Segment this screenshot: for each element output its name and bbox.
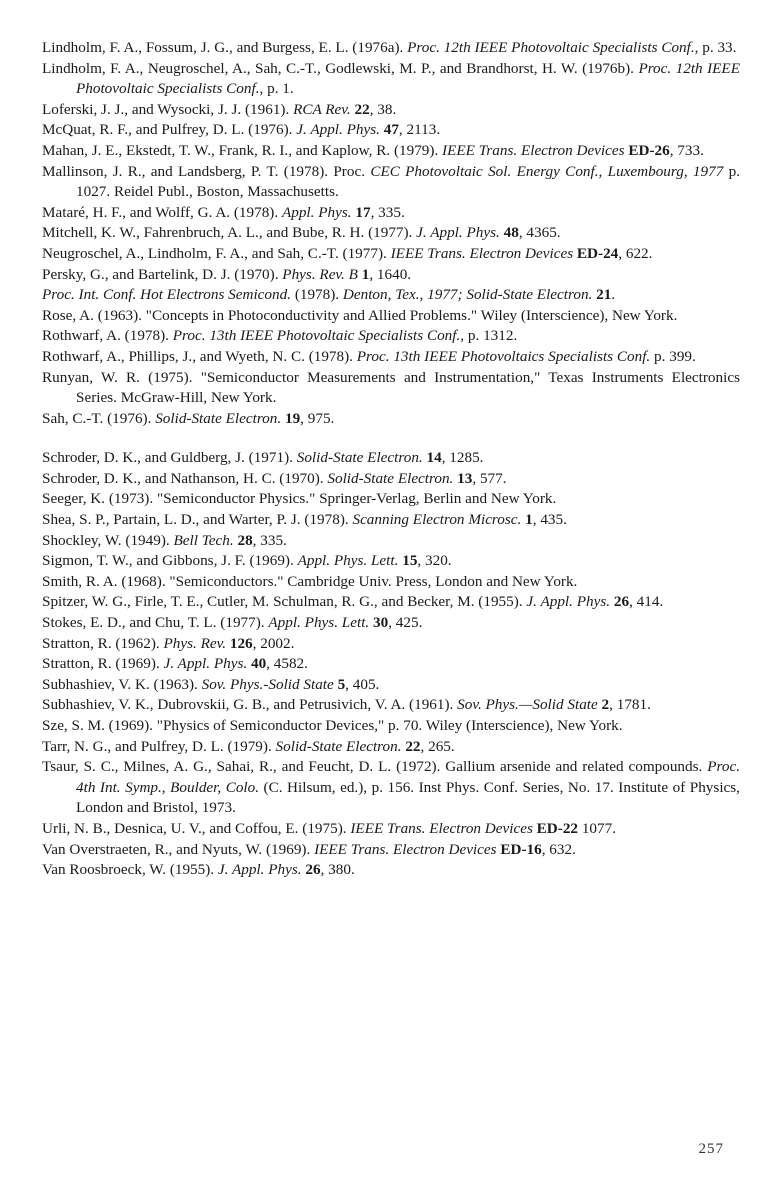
reference-text: , 335. [370, 203, 405, 221]
reference-text: , 38. [369, 100, 397, 118]
reference-text: Persky, G., and Bartelink, D. J. (1970). [42, 265, 283, 283]
section-gap [42, 429, 740, 448]
journal-title: Proc. 13th IEEE Photovoltaics Specialists Conf. [356, 347, 651, 365]
reference-entry [42, 757, 740, 819]
reference-entry [42, 737, 740, 758]
volume-number: 19 [284, 409, 301, 427]
volume-number: 14 [426, 449, 442, 467]
reference-text: Mahan, J. E., Ekstedt, T. W., Frank, R. I., and Kaplow, R. (1979). [42, 141, 443, 159]
journal-title: Appl. Phys. Lett. [268, 614, 370, 632]
reference-text: , 975. [300, 409, 335, 427]
reference-entry [42, 469, 740, 490]
reference-entry [42, 613, 740, 634]
volume-number: 13 [457, 469, 473, 487]
reference-text: Mitchell, K. W., Fahrenbruch, A. L., and Bube, R. H. (1977). [42, 224, 417, 242]
reference-text: , 632. [541, 840, 576, 858]
journal-title: Solid-State Electron. [275, 737, 402, 755]
volume-number: 48 [503, 224, 519, 242]
journal-title: Sov. Phys.-Solid State [201, 675, 334, 693]
journal-title: Appl. Phys. [281, 203, 352, 221]
reference-entry [42, 347, 740, 368]
reference-entry [42, 141, 740, 162]
reference-text: Sah, C.-T. (1976). [42, 409, 156, 427]
volume-number: 26 [613, 593, 630, 611]
journal-title: RCA Rev. [293, 100, 351, 118]
reference-text: Seeger, K. (1973). "Semiconductor Physics." Springer-Verlag, Berlin and New York. [42, 490, 557, 508]
reference-entry [42, 531, 740, 552]
reference-entry [42, 695, 740, 716]
volume-number: ED-22 [536, 819, 579, 837]
volume-number: 2 [601, 696, 610, 714]
reference-text: Spitzer, W. G., Firle, T. E., Cutler, M. Schulman, R. G., and Becker, M. (1955). [42, 593, 527, 611]
journal-title: Appl. Phys. Lett. [297, 552, 399, 570]
journal-title: Proc. 12th IEEE Photovoltaic Specialists Conf. [76, 59, 740, 98]
reference-entry [42, 223, 740, 244]
volume-number: 47 [383, 121, 399, 139]
reference-text: , 577. [472, 469, 507, 487]
reference-text: Schroder, D. K., and Nathanson, H. C. (1970). [42, 469, 328, 487]
volume-number: 40 [250, 655, 267, 673]
reference-entry [42, 162, 740, 203]
reference-text: Lindholm, F. A., Fossum, J. G., and Burgess, E. L. (1976a). [42, 39, 408, 56]
reference-text: , 4365. [518, 224, 561, 242]
reference-text: Mallinson, J. R., and Landsberg, P. T. (1978). Proc. [42, 162, 371, 180]
journal-title: IEEE Trans. Electron Devices [314, 840, 497, 858]
reference-text: , 265. [420, 737, 455, 755]
reference-text: Lindholm, F. A., Neugroschel, A., Sah, C.-T., Godlewski, M. P., and Brandhorst, H. W. (1976b). [42, 59, 639, 77]
reference-text: , 435. [532, 511, 567, 529]
journal-title: Phys. Rev. [163, 634, 227, 652]
reference-text: Subhashiev, V. K. (1963). [42, 675, 202, 693]
reference-text: 1077. [578, 819, 616, 837]
volume-number: 5 [337, 675, 346, 693]
volume-number: 17 [355, 203, 371, 221]
reference-text: Neugroschel, A., Lindholm, F. A., and Sah, C.-T. (1977). [42, 244, 391, 262]
journal-title: Proc. Int. Conf. Hot Electrons Semicond. [42, 286, 292, 304]
reference-entry [42, 285, 740, 306]
reference-entry [42, 592, 740, 613]
reference-entry [42, 326, 740, 347]
reference-text: , 414. [629, 593, 664, 611]
journal-title: J. Appl. Phys. [416, 224, 500, 242]
reference-text: McQuat, R. F., and Pulfrey, D. L. (1976). [42, 121, 297, 139]
reference-text: Rothwarf, A., Phillips, J., and Wyeth, N. C. (1978). [42, 347, 357, 365]
volume-number: 22 [354, 100, 370, 118]
reference-text: , 2002. [252, 634, 295, 652]
reference-text: , p. 1. [259, 80, 294, 98]
volume-number: 21 [596, 286, 612, 304]
reference-text: Subhashiev, V. K., Dubrovskii, G. B., and Petrusivich, V. A. (1961). [42, 696, 458, 714]
volume-number: 1 [525, 511, 533, 529]
volume-number: ED-26 [628, 141, 670, 159]
reference-text: Mataré, H. F., and Wolff, G. A. (1978). [42, 203, 282, 221]
reference-text: Shea, S. P., Partain, L. D., and Warter, P. J. (1978). [42, 511, 353, 529]
reference-entry [42, 203, 740, 224]
journal-title: Proc. 13th IEEE Photovoltaic Specialists Conf. [172, 327, 461, 345]
journal-title: IEEE Trans. Electron Devices [442, 141, 625, 159]
reference-text: p. 399. [650, 347, 696, 365]
reference-text: Stratton, R. (1962). [42, 634, 164, 652]
reference-text: Loferski, J. J., and Wysocki, J. J. (1961). [42, 100, 294, 118]
reference-entry [42, 59, 740, 100]
journal-title: Solid-State Electron. [327, 469, 454, 487]
volume-number: 26 [305, 861, 321, 879]
reference-entry [42, 860, 740, 881]
reference-text: Stratton, R. (1969). [42, 655, 164, 673]
journal-title: Phys. Rev. B [282, 265, 358, 283]
reference-text: (C. Hilsum, ed.), p. 156. Inst Phys. Conf. Series, No. 17. Institute of Physics, London and Bristol, 1973. [76, 778, 740, 817]
volume-number: 1 [361, 265, 370, 283]
reference-entry [42, 675, 740, 696]
reference-text: , 405. [345, 675, 380, 693]
reference-text: , 380. [320, 861, 355, 879]
reference-text: , 2113. [398, 121, 441, 139]
journal-title: IEEE Trans. Electron Devices [350, 819, 533, 837]
journal-title: J. Appl. Phys. [526, 593, 611, 611]
journal-title: Solid-State Electron. [155, 409, 282, 427]
journal-title: J. Appl. Phys. [217, 861, 302, 879]
reference-text: Smith, R. A. (1968). "Semiconductors." Cambridge Univ. Press, London and New York. [42, 572, 578, 590]
journal-title: Proc. 12th IEEE Photovoltaic Specialists Conf. [407, 39, 695, 56]
journal-title: IEEE Trans. Electron Devices [390, 244, 574, 262]
reference-text: Van Overstraeten, R., and Nyuts, W. (1969). [42, 840, 315, 858]
journal-title: CEC Photovoltaic Sol. Energy Conf., Luxembourg, 1977 [370, 162, 724, 180]
reference-text: Van Roosbroeck, W. (1955). [42, 861, 218, 879]
reference-text: , 1640. [369, 265, 412, 283]
reference-text: Runyan, W. R. (1975). "Semiconductor Measurements and Instrumentation," Texas Instruments Electronics Series. McGraw-Hill, New York. [42, 368, 740, 407]
page-number: 257 [698, 1141, 724, 1157]
volume-number: 126 [229, 634, 253, 652]
reference-text: Shockley, W. (1949). [42, 531, 174, 549]
reference-text: , 425. [388, 614, 423, 632]
reference-text: , 1285. [441, 449, 484, 467]
reference-entry [42, 551, 740, 572]
volume-number: 28 [237, 531, 253, 549]
volume-number: ED-24 [576, 244, 619, 262]
reference-entry [42, 716, 740, 737]
journal-title: Scanning Electron Microsc. [352, 511, 522, 529]
reference-entry [42, 306, 740, 327]
reference-text: Stokes, E. D., and Chu, T. L. (1977). [42, 614, 269, 632]
reference-group-2 [42, 448, 740, 880]
journal-title: Denton, Tex., 1977; Solid-State Electron. [342, 286, 593, 304]
reference-text: , p. 1312. [460, 327, 518, 345]
journal-title: Solid-State Electron. [296, 449, 423, 467]
reference-text: , p. 33. [694, 39, 737, 56]
reference-entry [42, 572, 740, 593]
reference-text: , 1781. [609, 696, 651, 714]
volume-number: 22 [405, 737, 421, 755]
journal-title: Bell Tech. [173, 531, 234, 549]
journal-title: Sov. Phys.—Solid State [457, 696, 598, 714]
reference-entry [42, 840, 740, 861]
reference-text: , 335. [252, 531, 287, 549]
reference-text: , 320. [417, 552, 452, 570]
reference-entry [42, 244, 740, 265]
reference-entry [42, 634, 740, 655]
reference-entry [42, 448, 740, 469]
reference-text: Tsaur, S. C., Milnes, A. G., Sahai, R., and Feucht, D. L. (1972). Gallium arsenide and related compounds. [42, 758, 708, 776]
reference-text: Tarr, N. G., and Pulfrey, D. L. (1979). [42, 737, 276, 755]
reference-entry [42, 368, 740, 409]
journal-title: Proc. 4th Int. Symp., Boulder, Colo. [76, 758, 740, 796]
reference-text: , 4582. [266, 655, 308, 673]
journal-title: J. Appl. Phys. [296, 121, 380, 139]
reference-entry [42, 120, 740, 141]
reference-list [42, 38, 740, 881]
reference-group-1 [42, 38, 740, 429]
reference-text: Rose, A. (1963). "Concepts in Photoconductivity and Allied Problems." Wiley (Interscience), New York. [42, 306, 678, 324]
reference-text: Rothwarf, A. (1978). [42, 327, 173, 345]
volume-number: 15 [402, 552, 418, 570]
reference-entry [42, 819, 740, 840]
reference-text: , 622. [618, 244, 653, 262]
reference-entry [42, 265, 740, 286]
reference-entry [42, 100, 740, 121]
reference-entry [42, 510, 740, 531]
reference-text: Sigmon, T. W., and Gibbons, J. F. (1969). [42, 552, 298, 570]
reference-entry [42, 489, 740, 510]
reference-entry [42, 409, 740, 430]
volume-number: 30 [373, 614, 389, 632]
reference-text: p. 1027. Reidel Publ., Boston, Massachusetts. [76, 162, 741, 201]
volume-number: ED-16 [500, 840, 542, 858]
reference-entry [42, 654, 740, 675]
reference-text: . [611, 286, 616, 304]
reference-text: Urli, N. B., Desnica, U. V., and Coffou, E. (1975). [42, 819, 351, 837]
reference-entry [42, 38, 740, 59]
reference-text: Sze, S. M. (1969). "Physics of Semiconductor Devices," p. 70. Wiley (Interscience), New York. [42, 717, 623, 734]
reference-text: Schroder, D. K., and Guldberg, J. (1971). [42, 449, 297, 467]
journal-title: J. Appl. Phys. [163, 655, 248, 673]
reference-text: , 733. [669, 141, 704, 159]
reference-text: (1978). [291, 286, 343, 304]
